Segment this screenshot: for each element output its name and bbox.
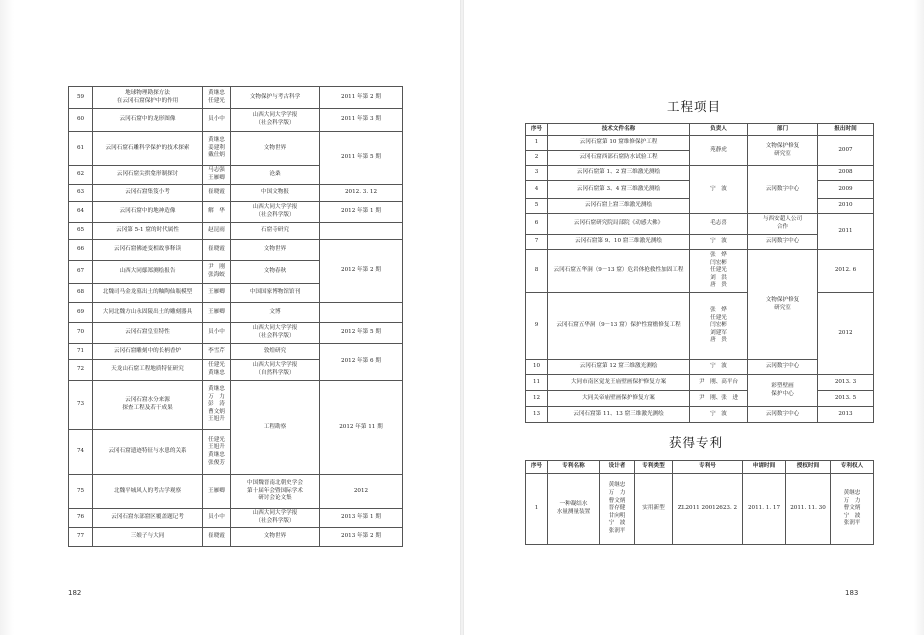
table-cell: 中国魏晋南北朝史学会 第十届年会暨国际学术 研讨会论文集 [231, 474, 320, 508]
table-cell: 6 [526, 214, 548, 235]
table-cell: 李雪芹 [203, 343, 231, 359]
header-cell: 序号 [526, 124, 548, 136]
table-cell: 中国国家博物馆馆刊 [231, 284, 320, 303]
table-cell: 王雁卿 [203, 284, 231, 303]
table-cell: 解 华 [203, 202, 231, 223]
table-row [526, 391, 874, 407]
table-cell: 大同关帝庙壁画保护修复方案 [548, 391, 690, 407]
table-row [526, 407, 874, 423]
table-cell: 文博 [231, 303, 320, 322]
publications-table [68, 86, 403, 547]
table-cell: 2012 [320, 474, 403, 508]
table-row [526, 214, 874, 235]
table-row [69, 132, 403, 166]
table-cell: 2008 [818, 166, 874, 181]
table-cell: 云冈石窟第 9、10 窟三维激光测绘 [548, 235, 690, 250]
table-cell: 黄继忠 万 力 曹文炳 宁 波 张润平 [831, 474, 874, 545]
table-cell: 云冈数字中心 [748, 407, 818, 423]
table-cell: 63 [69, 185, 93, 202]
table-cell: 云冈数字中心 [748, 166, 818, 214]
table-cell: 崔晓霞 [203, 527, 231, 546]
table-cell: 66 [69, 240, 93, 261]
table-cell: 山西大同大学学报 （社会科学版） [231, 109, 320, 132]
table-cell: 文物保护与考古科学 [231, 87, 320, 109]
table-cell: 61 [69, 132, 93, 166]
table-cell: 任建光 黄继忠 [203, 359, 231, 380]
table-cell: 2010 [818, 199, 874, 214]
table-row [69, 303, 403, 322]
table-cell: 云冈石窟集笈小考 [93, 185, 203, 202]
table-cell: 2009 [818, 181, 874, 199]
table-cell: 苑静虎 [690, 136, 748, 166]
table-cell: 77 [69, 527, 93, 546]
table-cell: 2013 年第 1 期 [320, 508, 403, 527]
header-cell: 负责人 [690, 124, 748, 136]
header-cell: 专利号 [673, 461, 743, 474]
table-cell: 2012 年第 2 期 [320, 240, 403, 303]
table-cell: 石窟寺研究 [231, 223, 320, 240]
table-cell: 73 [69, 380, 93, 429]
table-cell: 云冈石窟西部石窟防水试验工程 [548, 151, 690, 166]
table-cell: 64 [69, 202, 93, 223]
table-cell: 2011 年第 2 期 [320, 87, 403, 109]
table-cell: 北魏司马金龙墓出土的釉陶仙瓶模型 [93, 284, 203, 303]
table-cell: 大同市南区觉龙王庙壁画保护修复方案 [548, 375, 690, 391]
page-edge-shadow [914, 0, 924, 635]
table-cell: 云冈石窟上窟三维激光测绘 [548, 199, 690, 214]
table-cell: 云冈石窟第 3、4 窟三维激光测绘 [548, 181, 690, 199]
table-row [526, 250, 874, 293]
engineering-projects-table [525, 123, 874, 423]
table-cell: 与西安超人公司 合作 [748, 214, 818, 235]
table-cell: 毛志喜 [690, 214, 748, 235]
table-cell: 宁 波 [690, 166, 748, 214]
table-cell: 2013. 3 [818, 375, 874, 391]
table-cell: 员小中 [203, 322, 231, 343]
table-cell: 云冈石窟东部窟区覆盖题记考 [93, 508, 203, 527]
table-cell: 王雁卿 [203, 474, 231, 508]
table-row [526, 375, 874, 391]
table-cell: 马志强 王雁卿 [203, 166, 231, 185]
table-cell: 云冈石窟中的龙形图像 [93, 109, 203, 132]
table-cell: 云冈数字中心 [748, 360, 818, 375]
book-gutter [460, 0, 464, 635]
table-cell: 彩塑壁画 保护中心 [748, 375, 818, 407]
table-row [69, 343, 403, 359]
table-cell: 60 [69, 109, 93, 132]
table-cell: 74 [69, 429, 93, 474]
header-cell: 部门 [748, 124, 818, 136]
table-cell: 沧桑 [231, 166, 320, 185]
table-cell: 工程勘察 [231, 380, 320, 474]
table-header-row [526, 461, 874, 474]
table-cell: 王雁卿 [203, 303, 231, 322]
table-cell: 2012 年第 1 期 [320, 202, 403, 223]
table-cell: 任建光 王旭升 黄继忠 张俊芳 [203, 429, 231, 474]
page-edge-shadow [0, 0, 14, 635]
page-number-left: 182 [68, 589, 82, 597]
table-cell: 2012. 6 [818, 250, 874, 293]
table-row [69, 87, 403, 109]
table-cell: 云冈石窟第 11、13 窟三维激光测绘 [548, 407, 690, 423]
table-cell: 云冈石窟遗迹特征与水患的关系 [93, 429, 203, 474]
table-cell: 张 烨 任建光 闫宏彬 刘建军 唐 贵 [690, 293, 748, 360]
table-cell: 尹 刚、张 进 [690, 391, 748, 407]
table-cell: 云冈石窟第 1、2 窟三维激光测绘 [548, 166, 690, 181]
table-row [69, 322, 403, 343]
table-cell: 文物世界 [231, 240, 320, 261]
table-cell: 云冈石窟佛迹变相故事释读 [93, 240, 203, 261]
table-cell: 云冈石窟皇室特性 [93, 322, 203, 343]
table-cell: 山西大同大学学报 （社会科学版） [231, 322, 320, 343]
table-cell: 黄继忠 姜建利 戴仕炳 [203, 132, 231, 166]
table-cell: 7 [526, 235, 548, 250]
table-row [526, 293, 874, 360]
table-cell: 张 烨 闫宏彬 任建光 刘 洪 唐 贵 [690, 250, 748, 293]
table-cell: 山西大同大学学报 （自然科学版） [231, 359, 320, 380]
table-cell: 宁 波 [690, 360, 748, 375]
table-cell: 1 [526, 136, 548, 151]
table-cell: 10 [526, 360, 548, 375]
table-cell: 2011. 1. 17 [743, 474, 786, 545]
table-cell: 76 [69, 508, 93, 527]
header-cell: 授权时间 [786, 461, 831, 474]
table-cell: 尹 刚、高平台 [690, 375, 748, 391]
table-row [69, 202, 403, 223]
table-cell: 员小中 [203, 508, 231, 527]
table-cell: 云冈石窟第 12 窟三维激光测绘 [548, 360, 690, 375]
table-cell: 文物世界 [231, 527, 320, 546]
table-row [69, 109, 403, 132]
table-row [69, 380, 403, 429]
table-cell: 中国文物报 [231, 185, 320, 202]
table-cell: 云冈石窟研究院局部院《动感大佛》 [548, 214, 690, 235]
table-cell: 天龙山石窟工程地质特征研究 [93, 359, 203, 380]
table-cell: 实用新型 [635, 474, 673, 545]
table-cell: 3 [526, 166, 548, 181]
table-cell: 尹 刚 张海蛟 [203, 261, 231, 284]
table-cell: 59 [69, 87, 93, 109]
table-cell: 72 [69, 359, 93, 380]
header-cell: 申请时间 [743, 461, 786, 474]
engineering-section-title: 工程项目 [667, 99, 722, 114]
table-cell: 文物世界 [231, 132, 320, 166]
table-row [69, 508, 403, 527]
table-cell: 65 [69, 223, 93, 240]
table-cell: 8 [526, 250, 548, 293]
table-cell: 云冈石窟第 10 窟维修保护工程 [548, 136, 690, 151]
table-cell: 山西大同大学学报 （社会科学版） [231, 508, 320, 527]
table-cell: 敦煌研究 [231, 343, 320, 359]
table-cell: 75 [69, 474, 93, 508]
table-cell: 云冈石窟中的地神造像 [93, 202, 203, 223]
table-cell: 1 [526, 474, 548, 545]
table-cell: 员小中 [203, 109, 231, 132]
table-row [69, 185, 403, 202]
table-cell [320, 223, 403, 240]
table-cell: 2011 [818, 214, 874, 250]
table-cell: 云冈石窟水分来源 探查工程及若干成果 [93, 380, 203, 429]
header-cell: 报出时间 [818, 124, 874, 136]
table-cell: 2012 年第 11 期 [320, 380, 403, 474]
table-cell: 2011 年第 5 期 [320, 132, 403, 185]
patents-section-title: 获得专利 [669, 435, 724, 450]
header-cell: 序号 [526, 461, 548, 474]
table-cell: 2012 [818, 293, 874, 375]
page-number-right: 183 [845, 589, 859, 597]
table-cell: 云冈石窟五华洞（9－13 窟）危岩体抢救性加固工程 [548, 250, 690, 293]
table-cell: 大同北魏方山永固陵出土的雕刻器具 [93, 303, 203, 322]
table-cell: 云冈石窟尖拱龛形制探讨 [93, 166, 203, 185]
table-cell: 2 [526, 151, 548, 166]
table-row [69, 240, 403, 261]
table-row [69, 223, 403, 240]
table-cell: 2011 年第 3 期 [320, 109, 403, 132]
table-cell: 崔晓霞 [203, 240, 231, 261]
table-cell: 2011. 11. 30 [786, 474, 831, 545]
header-cell: 设计者 [600, 461, 635, 474]
table-cell: 三娘子与大同 [93, 527, 203, 546]
table-row [69, 527, 403, 546]
header-cell: 专利权人 [831, 461, 874, 474]
table-cell: 崔晓霞 [203, 185, 231, 202]
table-cell: 北魏平城风人的考古学观察 [93, 474, 203, 508]
table-cell: 文物保护修复 研究室 [748, 250, 818, 360]
table-cell: 2012. 3. 12 [320, 185, 403, 202]
patents-table [525, 460, 874, 545]
table-cell: 11 [526, 375, 548, 391]
table-cell: 2012 年第 5 期 [320, 322, 403, 343]
table-cell: 71 [69, 343, 93, 359]
table-cell: 一种凝结水 水量测量装置 [548, 474, 600, 545]
header-cell: 技术文件名称 [548, 124, 690, 136]
table-row [526, 166, 874, 181]
table-cell: 68 [69, 284, 93, 303]
table-cell: 宁 波 [690, 407, 748, 423]
table-cell: 云冈数字中心 [748, 235, 818, 250]
table-cell: 文物保护修复 研究室 [748, 136, 818, 166]
table-row [526, 136, 874, 151]
table-cell: 山西大同大学学报 （社会科学版） [231, 202, 320, 223]
table-cell: 12 [526, 391, 548, 407]
header-cell: 专利类型 [635, 461, 673, 474]
table-cell: 云冈石窟雕刻中的长柄香炉 [93, 343, 203, 359]
table-cell: 地球物理勘探方法 在云冈石窟保护中的作用 [93, 87, 203, 109]
table-cell: 赵昆雨 [203, 223, 231, 240]
table-cell: 2013. 5 [818, 391, 874, 407]
table-cell: 黄继忠 万 力 曹文炳 晋存健 甘向明 宁 波 张润平 [600, 474, 635, 545]
table-row [526, 474, 874, 545]
table-header-row [526, 124, 874, 136]
table-cell: 62 [69, 166, 93, 185]
table-cell: 9 [526, 293, 548, 360]
table-cell: 5 [526, 199, 548, 214]
table-cell: 黄继忠 万 力 彭 涛 曹文炳 王旭升 [203, 380, 231, 429]
table-cell: 4 [526, 181, 548, 199]
table-cell: 云冈石窟五华洞（9－13 窟）保护性窟檐修复工程 [548, 293, 690, 360]
table-cell: 2013 年第 2 期 [320, 527, 403, 546]
table-cell: 文物春秋 [231, 261, 320, 284]
table-cell: 2007 [818, 136, 874, 166]
table-cell: 69 [69, 303, 93, 322]
table-cell: ZL2011 20012623. 2 [673, 474, 743, 545]
header-cell: 专利名称 [548, 461, 600, 474]
table-cell: 2012 年第 6 期 [320, 343, 403, 380]
table-cell: 13 [526, 407, 548, 423]
table-cell: 黄继忠 任建光 [203, 87, 231, 109]
table-cell: 2013 [818, 407, 874, 423]
table-cell: 云冈石窟石雕科学保护的技术探索 [93, 132, 203, 166]
table-cell: 云冈第 5-1 窟的时代属性 [93, 223, 203, 240]
table-row [69, 474, 403, 508]
table-cell: 山西大同鄢郑测绘报告 [93, 261, 203, 284]
table-cell: 67 [69, 261, 93, 284]
table-cell: 宁 波 [690, 235, 748, 250]
table-cell: 70 [69, 322, 93, 343]
